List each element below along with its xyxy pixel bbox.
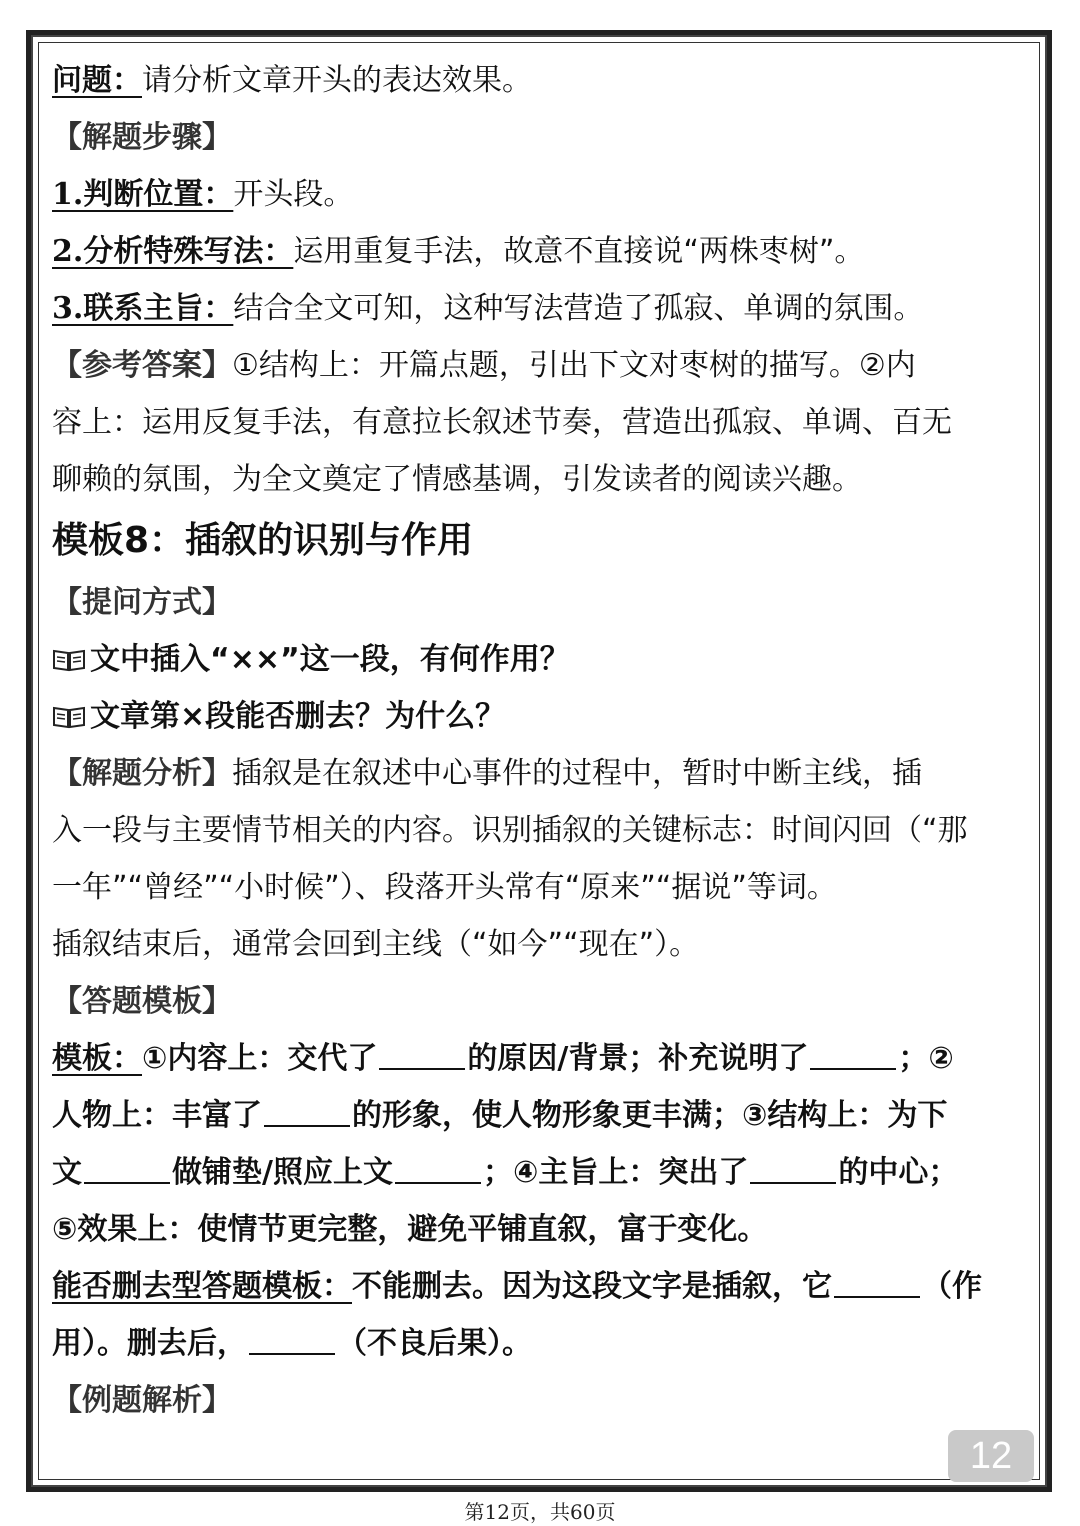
step-2	[52, 223, 1032, 280]
fill-blank	[84, 1158, 170, 1184]
answer-template-line-3	[52, 1144, 1032, 1201]
fill-blank	[264, 1101, 350, 1127]
analysis-line-1	[52, 745, 1032, 802]
answer-heading: 【参考答案】	[52, 348, 232, 383]
answer-template-text: 文	[52, 1155, 82, 1190]
delete-template-line-2	[52, 1315, 1032, 1372]
delete-template-line-1	[52, 1258, 1032, 1315]
delete-template-text: 用）。删去后，	[52, 1326, 247, 1361]
analysis-line-4: 插叙结束后，通常会回到主线（“如今”“现在”）。	[52, 927, 700, 962]
analysis-heading: 【解题分析】	[52, 756, 232, 791]
answer-template-label: 模板：	[52, 1041, 142, 1076]
fill-blank	[834, 1272, 920, 1298]
question-label: 问题：	[52, 63, 142, 98]
answer-template-line-2	[52, 1087, 1032, 1144]
page-footer: 第12页，共60页	[464, 1500, 616, 1524]
answer-template-text: 的形象，使人物形象更丰满；③结构上：为下	[352, 1098, 948, 1133]
fill-blank	[395, 1158, 481, 1184]
answer-template-text: 人物上：丰富了	[52, 1098, 262, 1133]
step-1-label: 1.判断位置：	[52, 177, 234, 212]
fill-blank	[810, 1044, 896, 1070]
step-3-label: 3.联系主旨：	[52, 291, 234, 326]
delete-template-text: （不良后果）。	[337, 1326, 532, 1361]
template-title: 模板8：插叙的识别与作用	[52, 520, 474, 561]
steps-heading: 【解题步骤】	[52, 120, 232, 155]
ask-item-1	[52, 631, 1032, 688]
answer-template-text: 的原因/背景；补充说明了	[467, 1041, 809, 1076]
question-text: 请分析文章开头的表达效果。	[142, 63, 532, 98]
answer-line-2: 容上：运用反复手法，有意拉长叙述节奏，营造出孤寂、单调、百无	[52, 405, 952, 440]
answer-template-line-4: ⑤效果上：使情节更完整，避免平铺直叙，富于变化。	[52, 1212, 768, 1247]
answer-line-3: 聊赖的氛围，为全文奠定了情感基调，引发读者的阅读兴趣。	[52, 462, 862, 497]
delete-template-text: 不能删去。因为这段文字是插叙，它	[352, 1269, 832, 1304]
answer-template-text: 的中心；	[838, 1155, 959, 1190]
delete-template-text: （作	[922, 1269, 982, 1304]
answer-template-heading: 【答题模板】	[52, 984, 232, 1019]
example-heading: 【例题解析】	[52, 1383, 232, 1418]
step-1	[52, 166, 1032, 223]
fill-blank	[379, 1044, 465, 1070]
ask-item-1-text: 文中插入“××”这一段，有何作用？	[90, 642, 570, 677]
fill-blank	[750, 1158, 836, 1184]
page-number-badge: 12	[948, 1430, 1034, 1482]
fill-blank	[249, 1329, 335, 1355]
answer-line-1	[52, 337, 1032, 394]
step-2-label: 2.分析特殊写法：	[52, 234, 294, 269]
step-3-text: 结合全文可知，这种写法营造了孤寂、单调的氛围。	[233, 291, 924, 326]
ask-heading: 【提问方式】	[52, 585, 232, 620]
answer-text-1: ①结构上：开篇点题，引出下文对枣树的描写。②内	[232, 348, 916, 383]
question-line	[52, 52, 1032, 109]
delete-template-label: 能否删去型答题模板：	[52, 1269, 352, 1304]
analysis-line-2: 入一段与主要情节相关的内容。识别插叙的关键标志：时间闪回（“那	[52, 813, 968, 848]
answer-template-text: 做铺垫/照应上文	[172, 1155, 393, 1190]
ask-item-2-text: 文章第×段能否删去？为什么？	[90, 699, 506, 734]
answer-template-text: ；②	[898, 1041, 954, 1076]
analysis-line-3: 一年”“曾经”“小时候”）、段落开头常有“原来”“据说”等词。	[52, 870, 837, 905]
analysis-text-1: 插叙是在叙述中心事件的过程中，暂时中断主线，插	[232, 756, 922, 791]
answer-template-text: ①内容上：交代了	[142, 1041, 378, 1076]
ask-item-2	[52, 688, 1032, 745]
open-book-icon	[52, 705, 86, 729]
step-1-text: 开头段。	[233, 177, 354, 212]
answer-template-line-1	[52, 1030, 1032, 1087]
open-book-icon	[52, 648, 86, 672]
step-2-text: 运用重复手法，故意不直接说“两株枣树”。	[293, 234, 865, 269]
step-3	[52, 280, 1032, 337]
page-content	[52, 52, 1032, 1429]
answer-template-text: ；④主旨上：突出了	[482, 1155, 749, 1190]
